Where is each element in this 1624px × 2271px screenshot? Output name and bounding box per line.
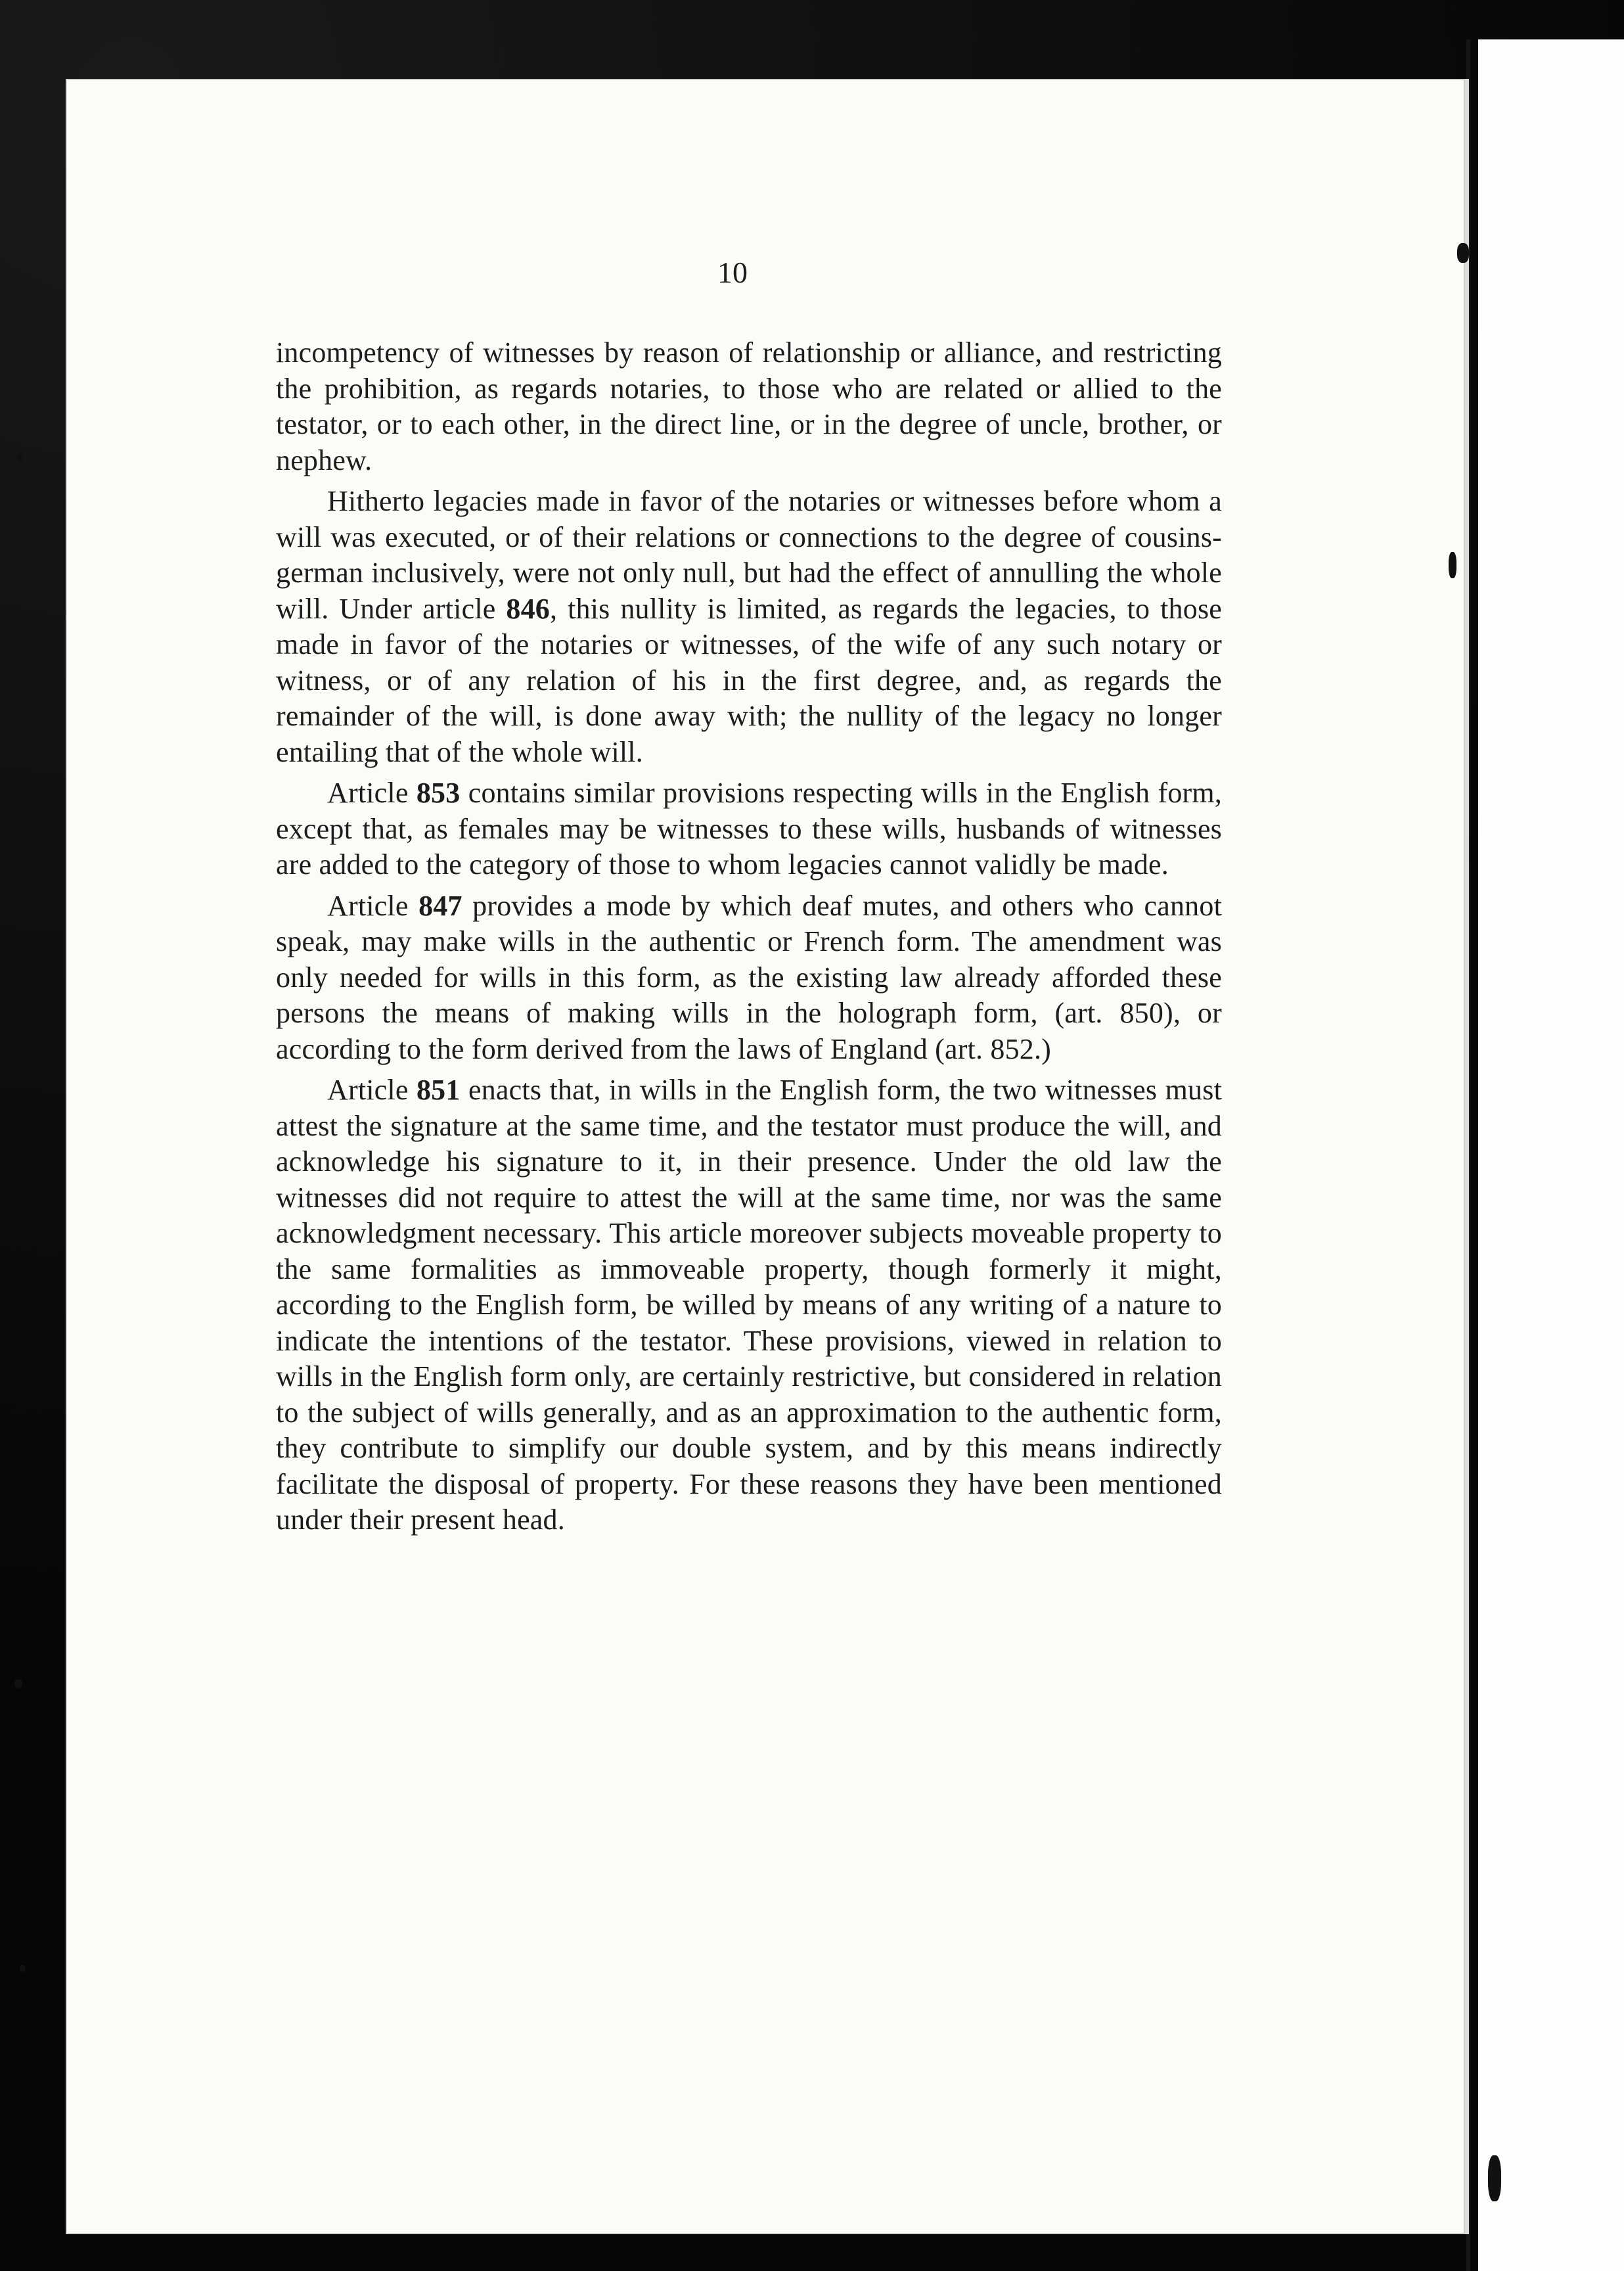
scan-speck <box>1449 552 1456 578</box>
paragraph-text: Article <box>327 777 417 809</box>
paragraph <box>276 1072 1222 1538</box>
scan-speck <box>1457 243 1469 263</box>
article-number: 846 <box>506 592 550 625</box>
paragraph <box>276 484 1222 770</box>
scan-speck <box>16 453 23 461</box>
paragraph-text: contains similar provisions respecting wills in the English form, except that, as females may be witnesses to these wills, husbands of witnesses are added to the category of those to whom legacies cannot validly be made. <box>276 777 1222 881</box>
facing-page-edge <box>1478 39 1624 2271</box>
scan-speck <box>14 1679 22 1688</box>
scan-speck <box>20 1965 26 1972</box>
paragraph-text: , this nullity is limited, as regards the legacies, to those made in favor of the notaries or witnesses, of the wife of any such notary or witness, or of any relation of his in the first degree, and, as regards the remainder of the will, is done away with; the nullity of the legacy no longer entailing that of the whole will. <box>276 592 1223 768</box>
article-number: 851 <box>416 1074 461 1106</box>
scan-speck <box>1488 2155 1501 2201</box>
article-number: 853 <box>416 777 461 809</box>
binding-shadow <box>1466 39 1470 2271</box>
paragraph-text: incompetency of witnesses by reason of relationship or alliance, and restricting the prohibition, as regards notaries, to those who are related or allied to the testator, or to each other, in the direct line, or in the degree of uncle, brother, or nephew. <box>276 336 1222 476</box>
body-text <box>276 335 1222 1544</box>
page-number: 10 <box>717 256 748 289</box>
paragraph-text: Article <box>327 1074 417 1106</box>
article-number: 847 <box>418 889 462 922</box>
paragraph-text: enacts that, in wills in the English form, the two witnesses must attest the signature at the same time, and the testator must produce the will, and acknowledge his signature to it, in their presence. Under the old law the witnesses did not require to attest the will at the same time, nor was the same acknowledgment necessary. This article moreover subjects moveable property to the same formalities as immoveable property, though formerly it might, according to the English form, be willed by means of any writing of a nature to indicate the intentions of the testator. These provisions, viewed in relation to wills in the English form only, are certainly restrictive, but considered in relation to the subject of wills generally, and as an approximation to the authentic form, they contribute to simplify our double system, and by this means indirectly facilitate the disposal of property. For these reasons they have been mentioned under their present head. <box>276 1074 1222 1536</box>
paragraph <box>276 775 1222 883</box>
paragraph-text: provides a mode by which deaf mutes, and others who cannot speak, may make wills in the authentic or French form. The amendment was only needed for wills in this form, as the existing law already afforded these persons the means of making wills in the holograph form, (art. 850), or according to the form derived from the laws of England (art. 852.) <box>276 889 1222 1065</box>
paragraph <box>276 888 1222 1068</box>
paragraph-text: Article <box>327 889 419 922</box>
paragraph-text: Hitherto legacies made in favor of the notaries or witnesses before whom a will was executed, or of their relations or connections to the degree of cousins-german inclusively, were not only null, but had the effect of annulling the whole will. Under article <box>276 485 1222 625</box>
paragraph <box>276 335 1222 478</box>
